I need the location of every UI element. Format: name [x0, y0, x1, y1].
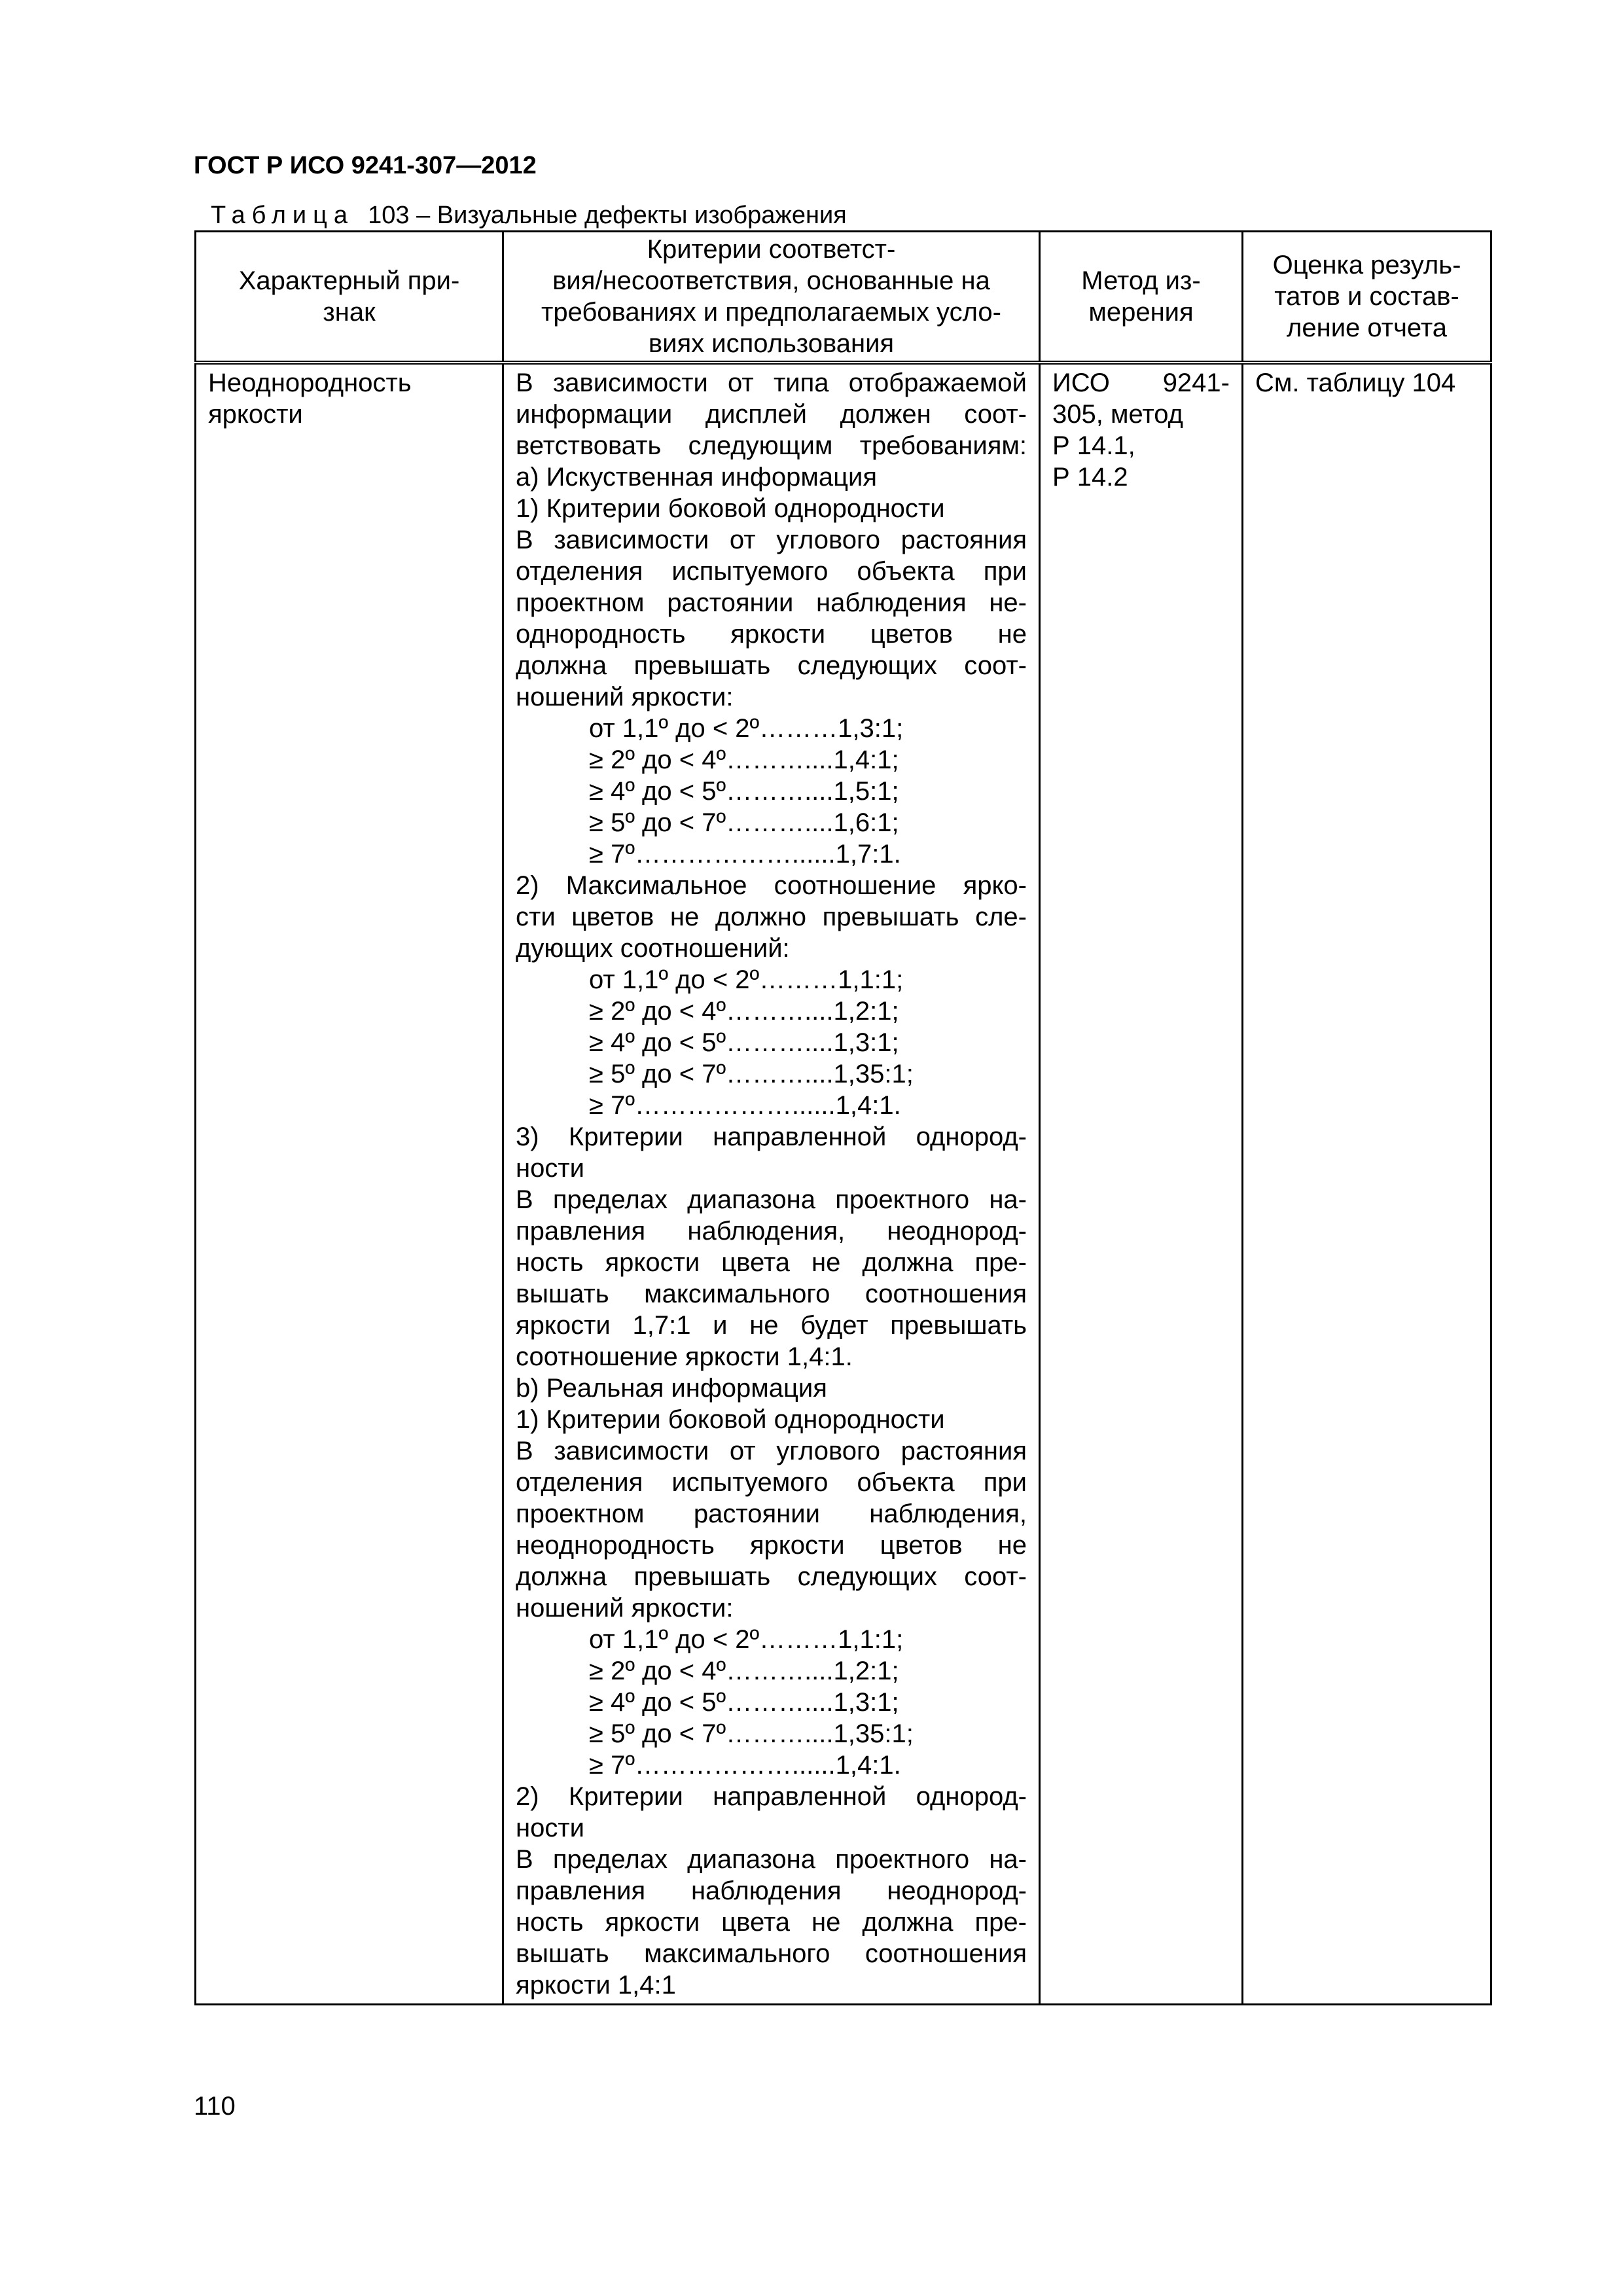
criteria-line: ≥ 4º до < 5º………....1,5:1; [589, 777, 899, 806]
header-line: требованиях и предполагаемых усло- [541, 298, 1001, 327]
criteria-line: ≥ 5º до < 7º………....1,35:1; [589, 1060, 914, 1088]
criteria-line: В пределах диапазона проектного на- [516, 1185, 1027, 1214]
evaluation-line: См. таблицу 104 [1255, 368, 1456, 397]
header-method-text [1050, 265, 1232, 328]
criteria-line: ности [516, 1814, 584, 1842]
header-line: вия/несоответствия, основанные на [552, 266, 990, 295]
criteria-line: от 1,1º до < 2º………1,3:1; [589, 714, 904, 743]
cell-feature [196, 363, 503, 2005]
criteria-line: 2) Максимальное соотношение ярко- [516, 871, 1027, 900]
criteria-line: от 1,1º до < 2º………1,1:1; [589, 965, 904, 994]
criteria-line: ≥ 2º до < 4º………....1,2:1; [589, 997, 899, 1026]
header-evaluation-text [1253, 249, 1481, 344]
criteria-line: неоднородность яркости цветов не [516, 1531, 1027, 1560]
document-header: ГОСТ Р ИСО 9241-307—2012 [194, 152, 537, 179]
criteria-line: 1) Критерии боковой однородности [516, 1405, 945, 1434]
header-line: Характерный при- [238, 266, 460, 295]
criteria-line: ветствовать следующим требованиям: [516, 431, 1027, 460]
method-line: Р 14.1, [1052, 431, 1135, 460]
criteria-line: информации дисплей должен соот- [516, 400, 1027, 429]
header-line: виях использования [648, 329, 895, 358]
criteria-line: b) Реальная информация [516, 1374, 827, 1403]
table-caption-text: 103 – Визуальные дефекты изображения [354, 202, 847, 229]
criteria-line: ≥ 4º до < 5º………....1,3:1; [589, 1688, 899, 1717]
table-row [196, 363, 1491, 2005]
header-line: Оценка резуль- [1272, 251, 1461, 279]
criteria-line: яркости 1,7:1 и не будет превышать [516, 1311, 1027, 1340]
criteria-line: отделения испытуемого объекта при [516, 557, 1027, 586]
criteria-line: ≥ 7º………………......1,4:1. [589, 1751, 901, 1780]
header-evaluation [1243, 232, 1491, 363]
criteria-line: a) Искуственная информация [516, 463, 877, 492]
criteria-line: ность яркости цвета не должна пре- [516, 1248, 1027, 1277]
criteria-line: В зависимости от углового растояния [516, 526, 1027, 554]
feature-line: Неоднородность [208, 368, 412, 397]
header-criteria-text [513, 234, 1029, 359]
criteria-line: соотношение яркости 1,4:1. [516, 1342, 853, 1371]
feature-line: яркости [208, 400, 303, 429]
header-line: мерения [1088, 298, 1194, 327]
criteria-line: должна превышать следующих соот- [516, 651, 1027, 680]
method-line: ИСО 9241- [1052, 368, 1230, 397]
criteria-line: В пределах диапазона проектного на- [516, 1845, 1027, 1874]
criteria-line: ≥ 7º………………......1,4:1. [589, 1091, 901, 1120]
header-method [1040, 232, 1243, 363]
cell-criteria [503, 363, 1040, 2005]
method-line: 305, метод [1052, 400, 1183, 429]
criteria-line: ≥ 4º до < 5º………....1,3:1; [589, 1028, 899, 1057]
header-feature [196, 232, 503, 363]
criteria-line: ности [516, 1154, 584, 1183]
table-header-row [196, 232, 1491, 363]
cell-evaluation [1243, 363, 1491, 2005]
criteria-line: яркости 1,4:1 [516, 1971, 676, 2000]
criteria-line: ≥ 7º………………......1,7:1. [589, 840, 901, 869]
header-line: ление отчета [1287, 314, 1447, 342]
criteria-line: сти цветов не должно превышать сле- [516, 903, 1027, 931]
method-line: Р 14.2 [1052, 463, 1128, 492]
criteria-line: 1) Критерии боковой однородности [516, 494, 945, 523]
criteria-line: вышать максимального соотношения [516, 1280, 1027, 1308]
table-caption-label: Таблица [211, 202, 354, 229]
header-criteria [503, 232, 1040, 363]
criteria-line: однородность яркости цветов не [516, 620, 1027, 649]
criteria-line: должна превышать следующих соот- [516, 1562, 1027, 1591]
criteria-line: правления наблюдения неоднород- [516, 1876, 1027, 1905]
criteria-line: вышать максимального соотношения [516, 1939, 1027, 1968]
criteria-line: правления наблюдения, неоднород- [516, 1217, 1027, 1246]
criteria-line: ≥ 5º до < 7º………....1,6:1; [589, 808, 899, 837]
visual-defects-table [194, 230, 1492, 2005]
criteria-line: ≥ 2º до < 4º………....1,4:1; [589, 745, 899, 774]
criteria-line: ≥ 2º до < 4º………....1,2:1; [589, 1657, 899, 1685]
header-feature-text [205, 265, 493, 328]
criteria-line: В зависимости от углового растояния [516, 1437, 1027, 1465]
criteria-line: В зависимости от типа отображаемой [516, 368, 1027, 397]
criteria-line: 3) Критерии направленной однород- [516, 1122, 1027, 1151]
page-number: 110 [194, 2092, 236, 2121]
criteria-line: ность яркости цвета не должна пре- [516, 1908, 1027, 1937]
criteria-line: ≥ 5º до < 7º………....1,35:1; [589, 1719, 914, 1748]
criteria-line: дующих соотношений: [516, 934, 790, 963]
header-line: Метод из- [1081, 266, 1201, 295]
criteria-line: от 1,1º до < 2º………1,1:1; [589, 1625, 904, 1654]
criteria-line: 2) Критерии направленной однород- [516, 1782, 1027, 1811]
criteria-line: отделения испытуемого объекта при [516, 1468, 1027, 1497]
criteria-line: проектном растоянии наблюдения не- [516, 588, 1027, 617]
criteria-line: ношений яркости: [516, 683, 734, 711]
criteria-line: проектном растоянии наблюдения, [516, 1499, 1027, 1528]
header-line: знак [323, 298, 376, 327]
criteria-line: ношений яркости: [516, 1594, 734, 1623]
header-line: Критерии соответст- [647, 235, 896, 264]
table-caption [211, 202, 847, 230]
header-line: татов и состав- [1274, 282, 1459, 311]
cell-method [1040, 363, 1243, 2005]
